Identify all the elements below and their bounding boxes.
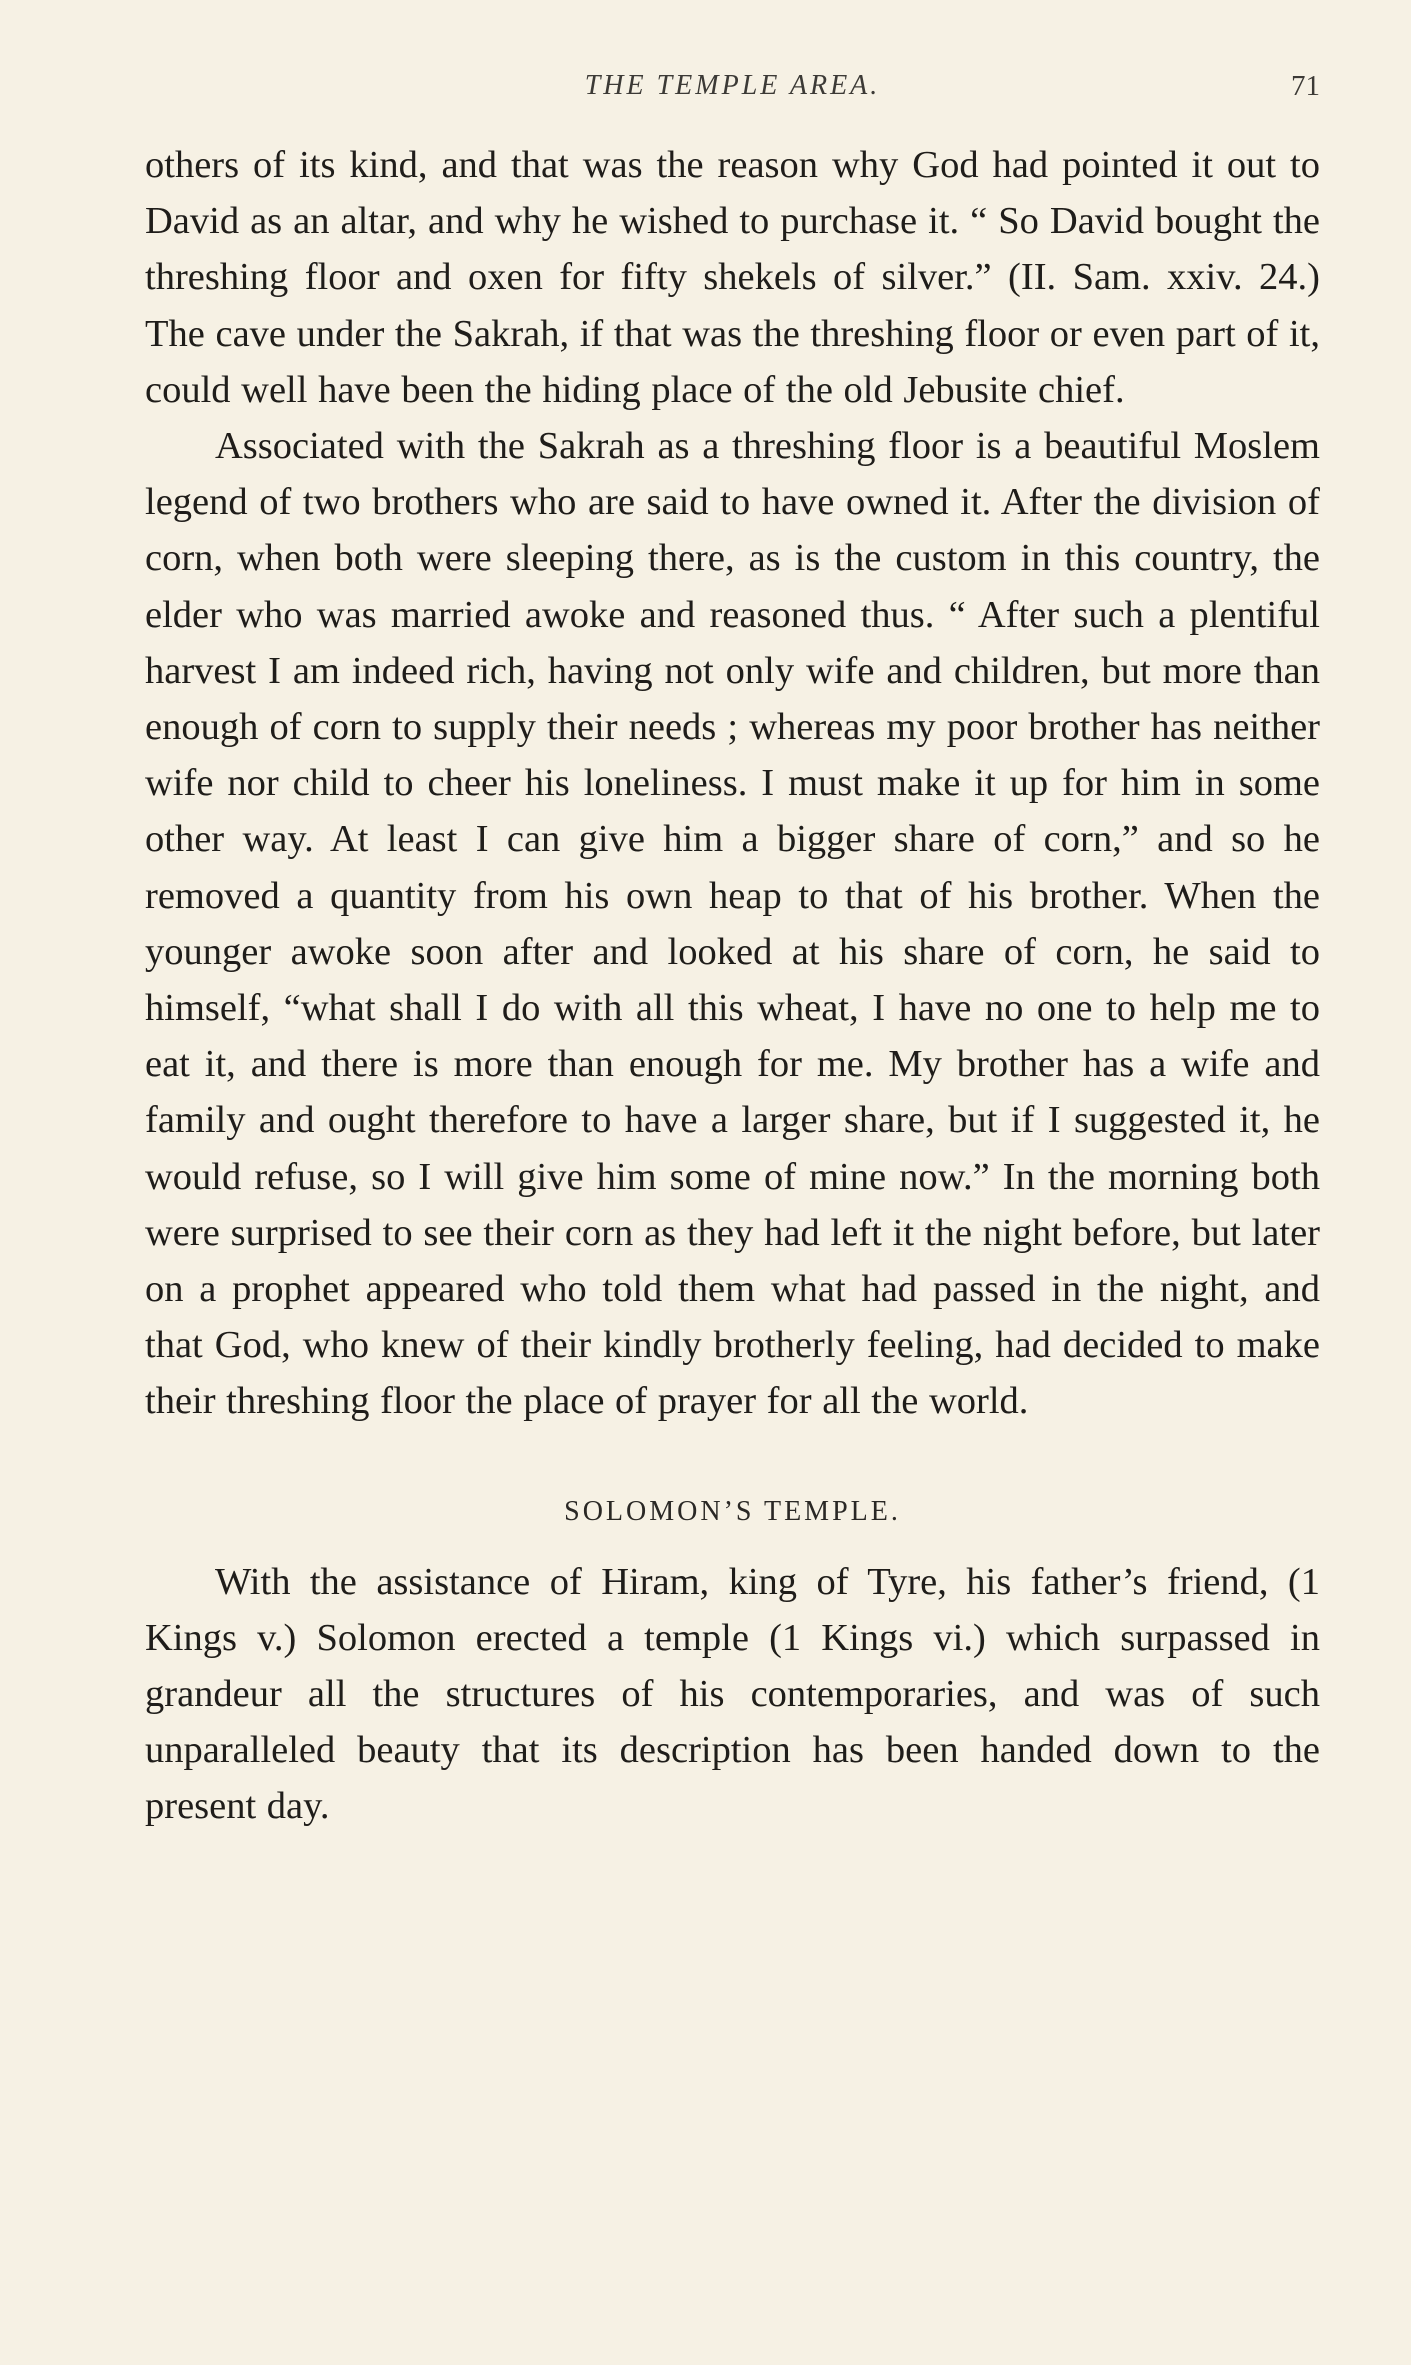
running-title: THE TEMPLE AREA. xyxy=(584,70,881,101)
paragraph-solomon-temple: With the assistance of Hiram, king of Tyre, his father’s friend, (1 Kings v.) Solomon erected a temple (1 Kings vi.) which surpassed in grandeur all the structures of his contemporaries, and was of such unparalleled beauty that its description has been handed down to the present day. xyxy=(145,1560,1320,1828)
paragraph-legend: Associated with the Sakrah as a threshing floor is a beautiful Moslem legend of two brothers who are said to have owned it. After the division of corn, when both were sleeping there, as is the custom in this country, the elder who was married awoke and reasoned thus. “ After such a plentiful harvest I am indeed rich, having not only wife and children, but more than enough of corn to supply their needs ; whereas my poor brother has neither wife nor child to cheer his loneliness. I must make it up for him in some other way. At least I can give him a bigger share of corn,” and so he removed a quantity from his own heap to that of his brother. When the younger awoke soon after and looked at his share of corn, he said to himself, “what shall I do with all this wheat, I have no one to help me to eat it, and there is more than enough for me. My brother has a wife and family and ought therefore to have a larger share, but if I suggested it, he would refuse, so I will give him some of mine now.” In the morning both were surprised to see their corn as they had left it the night before, but later on a prophet appeared who told them what had passed in the night, and that God, who knew of their kindly brotherly feeling, had decided to make their threshing floor the place of prayer for all the world. xyxy=(145,425,1320,1423)
running-head xyxy=(145,62,1320,112)
body-text xyxy=(145,137,1320,1835)
page-number: 71 xyxy=(1291,70,1320,102)
section-heading: SOLOMON’S TEMPLE. xyxy=(564,1495,901,1527)
paragraph-continuation: others of its kind, and that was the reason why God had pointed it out to David as an altar, and why he wished to purchase it. “ So David bought the threshing floor and oxen for fifty shekels of silver.” (II. Sam. xxiv. 24.) The cave under the Sakrah, if that was the threshing floor or even part of it, could well have been the hiding place of the old Jebusite chief. xyxy=(145,144,1320,411)
